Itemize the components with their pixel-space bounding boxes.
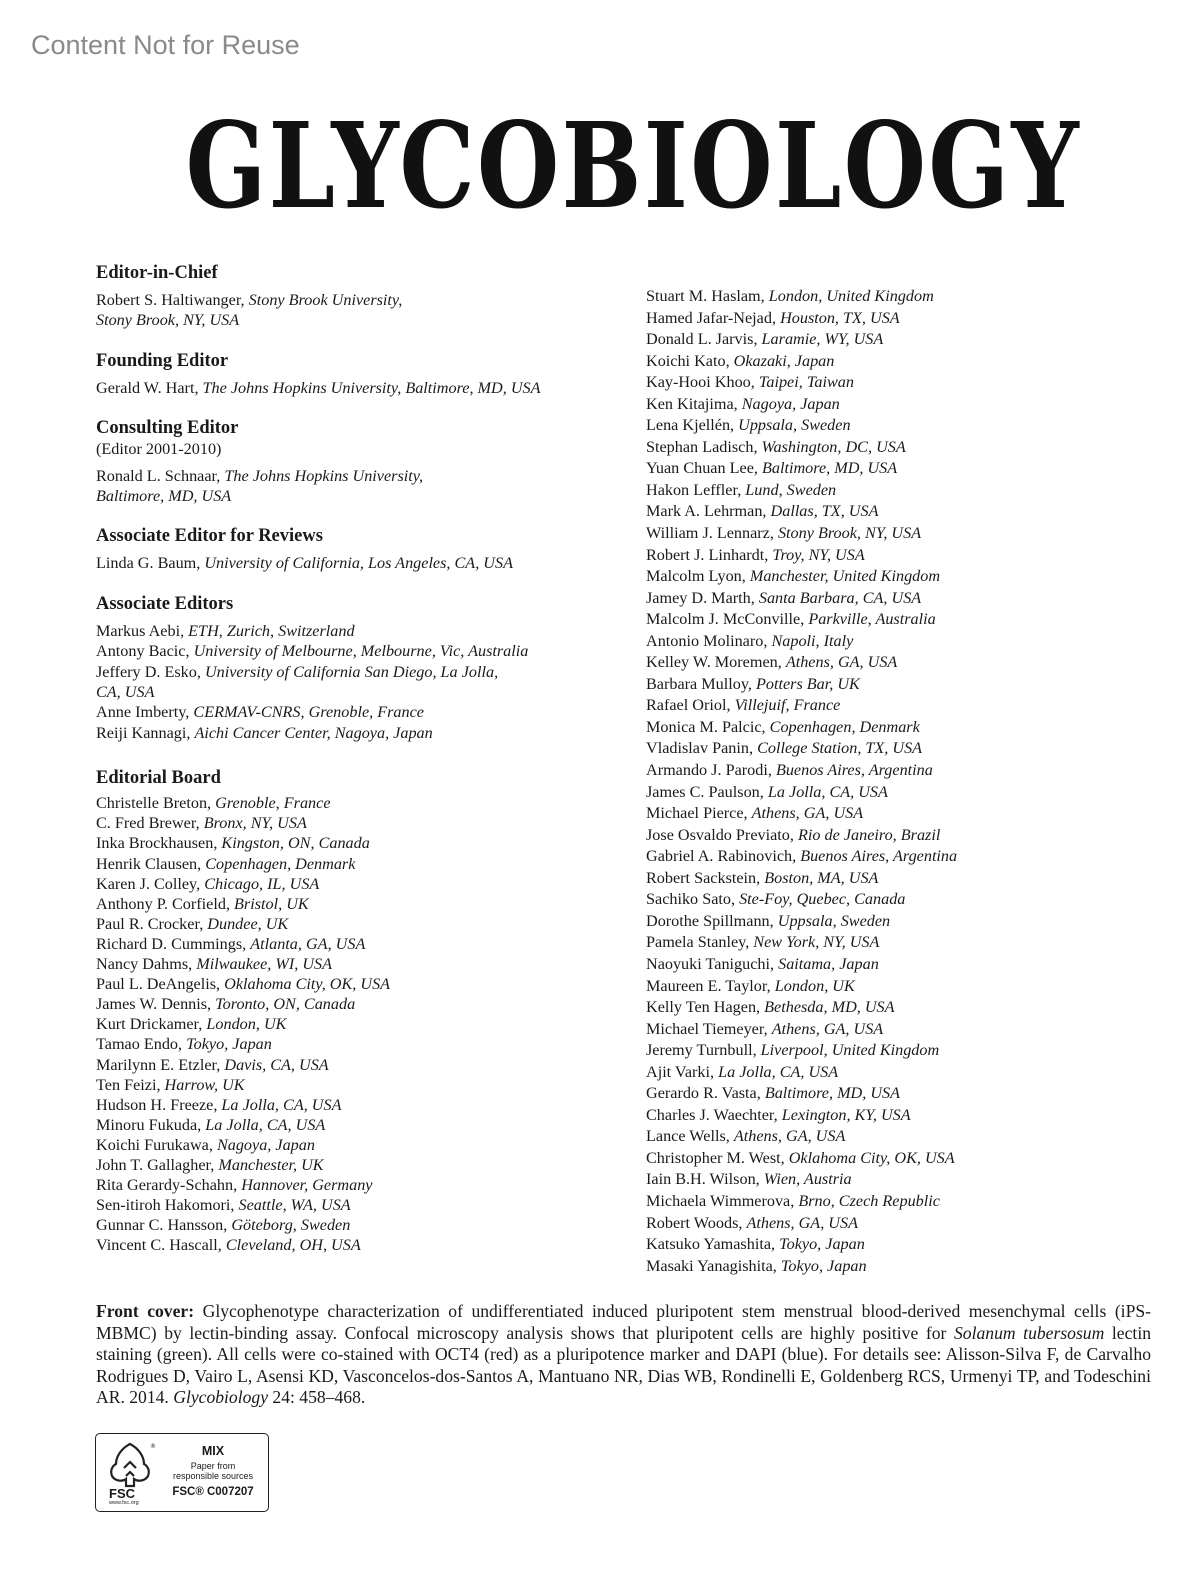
associate-editor-entry (96, 702, 596, 722)
member-location: Brno, Czech Republic (798, 1191, 940, 1210)
member-location: Dundee, UK (207, 914, 289, 933)
member-location: New York, NY, USA (753, 933, 880, 952)
editor-entry (96, 553, 596, 573)
fsc-code: FSC® C007207 (172, 1486, 254, 1498)
member-location: College Station, TX, USA (757, 739, 923, 758)
member-location: CERMAV-CNRS, Grenoble, France (193, 703, 424, 722)
fsc-text-block (160, 1444, 266, 1499)
member-name: Maureen E. Taylor, (646, 976, 771, 995)
board-member-entry (646, 609, 1166, 631)
fsc-line: responsible sources (172, 1471, 254, 1481)
board-member-entry (646, 545, 1166, 567)
member-name: Lena Kjellén, (646, 416, 735, 435)
member-location: Boston, MA, USA (764, 868, 879, 887)
board-member-entry (646, 286, 1166, 308)
member-name: Vladislav Panin, (646, 739, 754, 758)
member-name: Antony Bacic, (96, 642, 190, 661)
member-location: Okazaki, Japan (733, 351, 835, 370)
member-name: Pamela Stanley, (646, 933, 750, 952)
member-name: Naoyuki Taniguchi, (646, 954, 775, 973)
board-member-entry (646, 695, 1166, 717)
editors-left-column (96, 262, 596, 1274)
member-location: Harrow, UK (164, 1075, 245, 1094)
member-location: Baltimore, MD, USA (764, 1084, 901, 1103)
board-member-entry (96, 1055, 596, 1075)
associate-editors-list (96, 621, 596, 743)
editor-affiliation: University of California, Los Angeles, CA, USA (204, 554, 513, 573)
member-location: Athens, GA, USA (771, 1019, 884, 1038)
member-name: Richard D. Cummings, (96, 934, 247, 953)
member-name: Sachiko Sato, (646, 890, 736, 909)
member-name: Hamed Jafar-Nejad, (646, 308, 777, 327)
member-name: C. Fred Brewer, (96, 814, 200, 833)
board-member-entry (646, 501, 1166, 523)
board-member-entry (646, 1256, 1166, 1278)
member-location: Toronto, ON, Canada (215, 995, 356, 1014)
member-location: London, UK (774, 976, 855, 995)
editor-entry (96, 486, 596, 506)
member-name: Jeremy Turnbull, (646, 1041, 757, 1060)
member-location: Washington, DC, USA (761, 437, 906, 456)
member-location: Houston, TX, USA (780, 308, 900, 327)
member-name: Iain B.H. Wilson, (646, 1170, 760, 1189)
member-name: Robert Woods, (646, 1213, 743, 1232)
member-location: Laramie, WY, USA (761, 330, 884, 349)
board-member-entry (96, 1034, 596, 1054)
member-name: Robert Sackstein, (646, 868, 761, 887)
fsc-mix: MIX (201, 1444, 225, 1458)
member-location: Athens, GA, USA (785, 653, 898, 672)
board-member-entry (646, 803, 1166, 825)
board-member-entry (96, 934, 596, 954)
member-location: Uppsala, Sweden (738, 416, 851, 435)
member-name: Hudson H. Freeze, (96, 1095, 218, 1114)
member-name: Antonio Molinaro, (646, 631, 768, 650)
section-heading: Associate Editors (96, 593, 234, 614)
member-location: Bronx, NY, USA (203, 814, 307, 833)
editor-affiliation: The Johns Hopkins University, (224, 466, 424, 485)
founding-editor-section (96, 350, 596, 398)
board-member-entry (646, 997, 1166, 1019)
member-location: Oklahoma City, OK, USA (788, 1148, 955, 1167)
member-location: Stony Brook, NY, USA (777, 524, 922, 543)
section-heading: Founding Editor (96, 350, 229, 371)
member-location: University of Melbourne, Melbourne, Vic, Australia (193, 642, 529, 661)
member-location: Chicago, IL, USA (204, 874, 320, 893)
associate-editor-reviews-section (96, 525, 596, 573)
board-member-entry (646, 868, 1166, 890)
member-location: Baltimore, MD, USA (761, 459, 898, 478)
member-name: Monica M. Palcic, (646, 717, 766, 736)
member-name: Koichi Furukawa, (96, 1135, 213, 1154)
member-name: Michael Pierce, (646, 804, 748, 823)
board-member-entry (96, 914, 596, 934)
board-member-entry (646, 1234, 1166, 1256)
species-name: Solanum tubersosum (954, 1322, 1105, 1343)
member-location: ETH, Zurich, Switzerland (188, 621, 355, 640)
board-member-entry (646, 825, 1166, 847)
member-name: Sen-itiroh Hakomori, (96, 1196, 235, 1215)
member-name: Henrik Clausen, (96, 854, 202, 873)
board-member-entry (96, 854, 596, 874)
member-name: Gerardo R. Vasta, (646, 1084, 761, 1103)
member-location: Manchester, United Kingdom (749, 567, 941, 586)
member-name: Charles J. Waechter, (646, 1105, 778, 1124)
board-member-entry (646, 351, 1166, 373)
member-location: Göteborg, Sweden (231, 1216, 351, 1235)
member-name: Koichi Kato, (646, 351, 730, 370)
member-name: Nancy Dahms, (96, 955, 193, 974)
board-member-entry (96, 1195, 596, 1215)
member-location: Santa Barbara, CA, USA (758, 588, 922, 607)
member-name: Dorothe Spillmann, (646, 911, 774, 930)
member-location: Athens, GA, USA (746, 1213, 858, 1232)
member-location: Grenoble, France (215, 794, 331, 813)
member-location: La Jolla, CA, USA (718, 1062, 839, 1081)
member-location: Kingston, ON, Canada (221, 834, 370, 853)
board-member-entry (646, 652, 1166, 674)
section-heading: Associate Editor for Reviews (96, 526, 323, 547)
editor-affiliation: The Johns Hopkins University, Baltimore, MD, USA (202, 378, 541, 397)
member-name: James W. Dennis, (96, 995, 212, 1014)
member-location: Bethesda, MD, USA (764, 998, 895, 1017)
editors-right-column (646, 286, 1166, 1277)
member-name: James C. Paulson, (646, 782, 764, 801)
member-name: Ten Feizi, (96, 1075, 161, 1094)
board-member-entry (646, 1105, 1166, 1127)
editor-name: Gerald W. Hart, (96, 378, 199, 397)
board-member-entry (646, 1019, 1166, 1041)
member-location: Athens, GA, USA (733, 1127, 846, 1146)
board-member-entry (646, 1083, 1166, 1105)
board-member-entry (646, 394, 1166, 416)
member-location: Milwaukee, WI, USA (196, 955, 333, 974)
board-member-entry (646, 932, 1166, 954)
fsc-line: Paper from (190, 1461, 236, 1471)
member-name: Marilynn E. Etzler, (96, 1055, 221, 1074)
member-name: Minoru Fukuda, (96, 1115, 202, 1134)
member-location: Buenos Aires, Argentina (775, 761, 933, 780)
member-location: Seattle, WA, USA (238, 1196, 351, 1215)
member-location: CA, USA (96, 683, 155, 702)
front-cover-text: lectin staining (green). All cells were co-stained with OCT4 (red) as a pluripotence marker and DAPI (blue). For details see: Alisson-Silva F, de Carvalho Rodrigues D, Vairo L, Asensi KD, Vasconcelos-dos-Santos A, Mantuano NR, Dias WB, Rondinelli E, Goldenberg RCS, Urmenyi TP, and Todeschini AR. 2014. (96, 1322, 1152, 1408)
member-location: Oklahoma City, OK, USA (224, 975, 391, 994)
editor-entry (96, 310, 596, 330)
member-name: Hakon Leffler, (646, 480, 742, 499)
member-name: William J. Lennarz, (646, 524, 774, 543)
editor-entry (96, 290, 596, 310)
member-name: Masaki Yanagishita, (646, 1256, 777, 1275)
member-name: Kurt Drickamer, (96, 1015, 203, 1034)
associate-editor-entry (96, 621, 596, 641)
member-location: Liverpool, United Kingdom (760, 1041, 940, 1060)
member-location: La Jolla, CA, USA (767, 782, 888, 801)
journal-name: Glycobiology (173, 1387, 269, 1408)
board-member-entry (646, 458, 1166, 480)
member-location: Uppsala, Sweden (777, 911, 891, 930)
member-location: Dallas, TX, USA (770, 502, 879, 521)
member-name: Karen J. Colley, (96, 874, 201, 893)
member-name: Kay-Hooi Khoo, (646, 373, 755, 392)
board-member-entry (96, 1175, 596, 1195)
member-name: Kelly Ten Hagen, (646, 998, 761, 1017)
section-heading: Editor-in-Chief (96, 263, 218, 283)
member-name: Anthony P. Corfield, (96, 894, 230, 913)
board-member-entry (646, 523, 1166, 545)
member-location: Copenhagen, Denmark (205, 854, 356, 873)
member-name: Malcolm J. McConville, (646, 610, 805, 629)
member-name: Gabriel A. Rabinovich, (646, 847, 797, 866)
board-member-entry (96, 1135, 596, 1155)
board-member-entry (646, 889, 1166, 911)
member-location: Hannover, Germany (241, 1176, 373, 1195)
member-name: Lance Wells, (646, 1127, 730, 1146)
member-location: Tokyo, Japan (186, 1035, 272, 1054)
board-member-entry (96, 994, 596, 1014)
board-member-entry (96, 1235, 596, 1255)
board-member-entry (96, 1095, 596, 1115)
member-location: Copenhagen, Denmark (769, 717, 920, 736)
member-name: Robert J. Linhardt, (646, 545, 769, 564)
watermark-text: Content Not for Reuse (31, 30, 300, 60)
member-location: Manchester, UK (218, 1155, 324, 1174)
fsc-certification-label (95, 1433, 269, 1512)
editor-tenure: (Editor 2001-2010) (96, 440, 222, 459)
board-member-entry (646, 782, 1166, 804)
board-member-entry (96, 974, 596, 994)
member-name: Michaela Wimmerova, (646, 1191, 795, 1210)
associate-editor-entry (96, 641, 596, 661)
board-member-entry (96, 813, 596, 833)
member-location: Buenos Aires, Argentina (800, 847, 958, 866)
member-name: Gunnar C. Hansson, (96, 1216, 228, 1235)
board-member-entry (96, 1014, 596, 1034)
board-member-entry (646, 738, 1166, 760)
board-member-entry (646, 588, 1166, 610)
fsc-brand: FSC (109, 1486, 135, 1501)
member-location: Saitama, Japan (778, 954, 879, 973)
member-location: London, UK (206, 1015, 287, 1034)
member-location: La Jolla, CA, USA (205, 1115, 326, 1134)
consulting-editor-section (96, 417, 596, 506)
associate-editor-entry (96, 682, 596, 702)
board-member-entry (646, 1169, 1166, 1191)
board-member-entry (646, 674, 1166, 696)
board-member-entry (646, 760, 1166, 782)
editor-entry (96, 378, 596, 398)
board-member-entry (646, 372, 1166, 394)
member-name: Stuart M. Haslam, (646, 287, 765, 305)
member-location: Rio de Janeiro, Brazil (797, 825, 941, 844)
member-name: Christelle Breton, (96, 794, 212, 813)
section-heading: Editorial Board (96, 768, 221, 789)
member-location: Parkville, Australia (808, 610, 936, 629)
editor-affiliation: Baltimore, MD, USA (96, 487, 232, 506)
member-location: Troy, NY, USA (772, 545, 865, 564)
board-member-entry (646, 911, 1166, 933)
member-name: Barbara Mulloy, (646, 674, 752, 693)
editorial-board-section (96, 767, 596, 1255)
board-member-entry (646, 415, 1166, 437)
board-member-entry (646, 480, 1166, 502)
member-name: Mark A. Lehrman, (646, 502, 767, 521)
member-location: Athens, GA, USA (751, 804, 864, 823)
editor-affiliation: Stony Brook, NY, USA (96, 311, 240, 330)
board-member-entry (96, 1155, 596, 1175)
member-location: Atlanta, GA, USA (250, 934, 366, 953)
editorial-board-list (96, 793, 596, 1255)
member-name: Donald L. Jarvis, (646, 330, 758, 349)
front-cover-label: Front cover: (96, 1301, 195, 1321)
board-member-entry (646, 329, 1166, 351)
board-member-entry (96, 1215, 596, 1235)
member-name: Katsuko Yamashita, (646, 1235, 776, 1254)
member-name: Markus Aebi, (96, 621, 185, 640)
board-member-entry (96, 1115, 596, 1135)
board-member-entry (96, 793, 596, 813)
board-member-entry (646, 1148, 1166, 1170)
board-member-entry (646, 976, 1166, 998)
member-name: Reiji Kannagi, (96, 723, 191, 742)
member-location: Wien, Austria (763, 1170, 852, 1189)
member-location: London, United Kingdom (768, 287, 934, 305)
member-location: Nagoya, Japan (216, 1135, 315, 1154)
svg-text:®: ® (150, 1443, 156, 1450)
board-member-entry (96, 894, 596, 914)
associate-editor-entry (96, 662, 596, 682)
citation: 24: 458–468. (272, 1387, 366, 1408)
member-name: Christopher M. West, (646, 1148, 785, 1167)
board-member-entry (646, 1040, 1166, 1062)
member-location: Lund, Sweden (745, 480, 837, 499)
board-member-entry (646, 717, 1166, 739)
member-location: Ste-Foy, Quebec, Canada (739, 890, 906, 909)
member-name: Anne Imberty, (96, 703, 190, 722)
member-name: Jose Osvaldo Previato, (646, 825, 794, 844)
member-location: Napoli, Italy (771, 631, 854, 650)
member-name: Jeffery D. Esko, (96, 662, 201, 681)
member-location: Potters Bar, UK (755, 674, 860, 693)
member-name: John T. Gallagher, (96, 1155, 215, 1174)
member-location: Taipei, Taiwan (758, 373, 854, 392)
board-member-entry (646, 308, 1166, 330)
member-name: Jamey D. Marth, (646, 588, 755, 607)
board-member-entry (646, 437, 1166, 459)
member-location: Nagoya, Japan (741, 394, 840, 413)
associate-editors-section (96, 593, 596, 743)
member-name: Stephan Ladisch, (646, 437, 758, 456)
member-name: Rita Gerardy-Schahn, (96, 1176, 238, 1195)
member-location: University of California San Diego, La Jolla, (204, 662, 499, 681)
editor-affiliation: Stony Brook University, (248, 291, 403, 309)
board-member-entry (646, 1126, 1166, 1148)
board-member-entry (96, 874, 596, 894)
member-name: Yuan Chuan Lee, (646, 459, 758, 478)
front-cover-text: Glycophenotype characterization of undifferentiated induced pluripotent stem menstrual blood-derived mesenchymal cells (iPS-MBMC) by lectin-binding assay. Confocal microscopy analysis shows that pluripotent cells are highly positive for (96, 1301, 1151, 1343)
editor-entry (96, 466, 596, 486)
member-location: Tokyo, Japan (780, 1256, 867, 1275)
board-member-entry (646, 1191, 1166, 1213)
board-member-entry (646, 846, 1166, 868)
editor-in-chief-section (96, 262, 596, 331)
member-name: Ajit Varki, (646, 1062, 715, 1081)
member-location: Davis, CA, USA (224, 1055, 329, 1074)
member-name: Malcolm Lyon, (646, 567, 746, 586)
board-member-entry (96, 1075, 596, 1095)
member-location: Villejuif, France (734, 696, 841, 715)
member-name: Rafael Oriol, (646, 696, 731, 715)
member-name: Vincent C. Hascall, (96, 1236, 222, 1255)
board-member-entry (646, 1213, 1166, 1235)
fsc-url: www.fsc.org (109, 1500, 139, 1506)
editor-name: Robert S. Haltiwanger, (96, 291, 245, 309)
board-member-entry (96, 833, 596, 853)
board-member-entry (646, 631, 1166, 653)
member-location: Tokyo, Japan (779, 1235, 865, 1254)
editor-name: Ronald L. Schnaar, (96, 466, 221, 485)
member-name: Paul L. DeAngelis, (96, 975, 221, 994)
member-location: Aichi Cancer Center, Nagoya, Japan (194, 723, 433, 742)
member-name: Paul R. Crocker, (96, 914, 204, 933)
member-name: Kelley W. Moremen, (646, 653, 782, 672)
member-name: Armando J. Parodi, (646, 761, 772, 780)
member-location: La Jolla, CA, USA (221, 1095, 342, 1114)
board-member-entry (646, 954, 1166, 976)
member-location: Bristol, UK (234, 894, 309, 913)
member-location: Cleveland, OH, USA (225, 1236, 361, 1255)
associate-editor-entry (96, 723, 596, 743)
member-name: Ken Kitajima, (646, 394, 738, 413)
member-name: Inka Brockhausen, (96, 834, 218, 853)
member-name: Michael Tiemeyer, (646, 1019, 768, 1038)
member-name: Tamao Endo, (96, 1035, 183, 1054)
journal-masthead: GLYCOBIOLOGY (185, 96, 1082, 235)
board-member-entry (646, 566, 1166, 588)
front-cover-caption (96, 1301, 1151, 1409)
board-member-entry (646, 1062, 1166, 1084)
editor-name: Linda G. Baum, (96, 554, 201, 573)
board-member-entry (96, 954, 596, 974)
section-heading: Consulting Editor (96, 418, 239, 439)
member-location: Lexington, KY, USA (781, 1105, 911, 1124)
